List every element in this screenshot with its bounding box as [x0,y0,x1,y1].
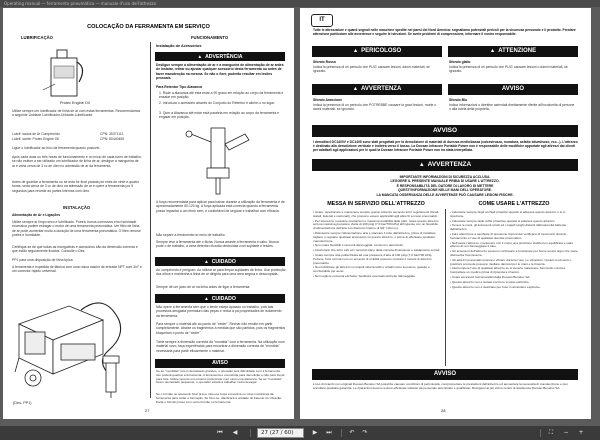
list-item: • Disinserire sempre l'alimentazione aria e staccare il tubo dall'attrezzo, prima di installare, togliere o regolare qualsiasi accessorio su questo attrezzo, o prima di effettuare qualsiasi manutenzione. [313,230,437,243]
toolbar-separator [540,429,541,437]
warning-banner-legend [312,84,442,95]
notice-banner-label: AVVISO [433,371,457,377]
warning-triangle-icon: ▲ [352,86,359,92]
force-paragraph: A força recomendada para aplicar para baixar durante a utilização da ferramenta é de aproximadamente 50-120 kg. A força aplicada está correcta quando a ferramenta possa impactar a um ritmo sem, e confortável de segurar e trabalhar com eficácia. [156,200,285,213]
toolbar-separator [341,429,342,437]
safety-line: QUESTI'INFORMAZIONE NELLE MANI DELL'OPERATORE. [398,188,492,193]
lub-paragraph-3: Após cada duas ou três horas de funcionamento e no início de cada turno de trabalho, se não estiver a ser utilizado um lubrificador de linha de ar, desligue a mangueira de ar e verta cerca de 3 cc de óleo no admissão de ar da ferramenta. [12,155,142,168]
page-number: 28 [441,408,446,413]
list-item: • Indossare sempre degli occhiali protettivi quando si adopera questo attrezzo o lo si ispeziona. [450,210,566,218]
accessories-heading: Instalação de Acessórios [156,44,202,48]
list-item: • Assicurarsi che tutti i tubi ed i raccordi siano della corretta dimensione e saldamente serrati. [313,248,441,253]
viewer-title-strip: Operating manual — ferramenta pneumática — manuale d'uso dell'attrezzo [0,0,600,7]
warning-legend-label: AVVERTENZA [361,86,402,92]
list-item: • Non togliere nessuna etichetta. Sostituire eventuali etichette danneggiate. [313,273,416,278]
drawing-caption: (Des. PP1) [13,401,32,405]
oil-label: Protec Engine Oil [60,101,90,105]
first-page-icon[interactable]: ⏮ [217,429,223,436]
warning-banner-label: ADVERTÊNCIA [205,54,243,60]
caution-banner-label: CUIDADO [211,259,236,265]
safety-line: È RESPONSABILITÀ DEL DATORE DI LAVORO DI METTERE [396,183,494,188]
list-item: • Fare attenzione a cambiare di pressione improvvise verificarsi di movimenti durante l'avviamento e l'uso di qualsiasi utensile pneumatico. [450,231,567,240]
last-page-icon[interactable]: ⏭ [326,429,332,436]
lub-cpn-1: CPN: 35371111 [100,132,124,136]
water-paragraph: Não separe a ferramenta no meio de trabalho. [156,233,226,237]
attention-banner [448,46,578,57]
list-item: • Indossare sempre delle cuffie protettive quando si adopera questo attrezzo. [450,218,556,223]
page-left [3,8,294,419]
intro-paragraph: Tutte le attrezzature e quanti segnali nelle macchine spedite nei paesi del Nord America: segnaliamo potenziali pericoli per la sicurezza personale e il prodotto. Prestare attenzione particolare alle avvertenze e seguire le istruzioni. Se avete problemi di comprensione, informare il vostro responsabile. [313,28,576,37]
language-tag: IT [311,14,333,27]
oil-can-illustration [33,44,97,102]
list-item: • Per sicurezza, massime prestazioni e massima durabilità delle parti, usare questo attrezzo ad una massima pressione d'aria di 100 psig (7,0 bar/700 kPa) all'ingresso con un flessibile di alimentazione dell'aria con diametro interno di 3/4" (19 mm). [313,218,439,231]
page-title: COLOCAÇÃO DA FERRAMENTA EM SERVIÇO [87,24,210,30]
retainer-step-2: 2. Introduza o acessório através do Conjunto do Retentor e alinhe-o no lugar. [159,101,275,105]
safety-line: IMPORTANTE INFORMAZIONI DI SICUREZZA ACCLUSA. [399,175,491,179]
inst-paragraph-4: A ferramenta é expedida de fábrica com uma rosca macho de entrada NPT com 3/4" e um conector rápido universal. [12,265,142,274]
danger-color-title: Sfondo Rosso [313,60,336,64]
usage-list [450,211,578,290]
notice-text-1b: Se o formão ou acessório ficar preso, não use força excessiva no rotas mecânicas da ferramenta para soltar a formação. Se fizer-se, danificará a unidade do batente do vibração. Parta o formão preso com outro formão ou ferramenta. [156,392,283,404]
inst-paragraph-3: PP1 para uma disposição de linha típica. [12,258,74,262]
fit-page-icon[interactable]: ⛶ [548,429,554,436]
notice-banner-1 [155,359,285,368]
installation-heading: INSTALAÇÃO [63,205,91,210]
notice-banner-3 [312,369,578,380]
lubrication-heading: LUBRIFICAÇÃO [21,35,53,40]
caution-text-2: Não opere a ferramenta sem que o tiente esteja apoiado no trabalho, pois tais processos desgasta prematuro das peças e reduz a pa propriedades de isolamento da ferramenta. [156,305,282,318]
inst-paragraph-2: Certifique-se de que todas as mangueiras e acessórios são da dimensão correcta e que estão seguramente fixados. Consulte o Des. [12,245,138,254]
safety-line: LEGGERE IL PRESENTE MANUALE PRIMA DI USARE L'ATTREZZO. [390,179,500,184]
lub-cpn-2: CPN: 80440455 [100,137,125,141]
notice-banner-label: AVISO [212,360,228,366]
attention-description: Indica la presenza di un pericolo che PUO' causare lesioni o danni materiali, se ignorato. [449,65,568,74]
page-number-field[interactable]: 27 (27 / 60) [257,428,304,438]
installation-subheading: Alimentação de Ar e Ligações [12,213,61,217]
caution-text-1b: Sempre dê um jacto de ar na linha antes de ligar a ferramenta. [156,285,251,289]
warning-banner-2 [312,159,578,171]
list-item: • Usare sempre aria pulita filtrata ad una pressione d'aria di 100 psig (7,0 bar/700 kPa). Polvere, fumi corrosivi e/o un eccesso di umidità possono rovinare il motore di attrezzo pneumatico. [313,252,433,265]
warning-triangle-icon: ▲ [489,48,496,54]
list-item: • Usare, ispezionare e mantenere sempre questo attrezzo secondo tutti i regolamenti (locali, statali, federali e nazionali), che possono essere applicabili agli attrezzi a mano pneumatici. [313,210,439,218]
list-item: • Tenere le mani, gli indumenti sciolti ed i capelli lunghi distanti dall'estremità battente dell'attrezzo. [450,223,567,232]
tool-retainer-diagram [181,124,257,196]
compressor-hose-drawing [11,280,145,398]
forward-icon[interactable]: ↷ [362,429,368,436]
viewer-toolbar [0,426,600,440]
notice-banner-legend [448,84,578,95]
warning-triangle-icon: ▲ [352,48,359,54]
list-item: • Non lubrificare gli attrezzi con liquidi infiammabili o volatili come kerosene, gasolio o combustibile per aerei. [313,265,430,274]
caution-triangle-icon: ▲ [204,296,209,301]
list-item: • Nell'usare l'attrezzo, mantenere con il corpo una posizione stabile ben equilibrata e stare attento di non danneggiare il tubo. [450,240,574,249]
retainer-step-3: 3. Quer a Alavanca até estar está paralela em relação ao corpo da ferramenta e engatar em posição. [159,111,280,120]
warning-color-title: Sfondo Arancione [313,98,343,102]
danger-banner [312,46,442,57]
column-divider [150,42,151,398]
caution-triangle-icon: ▲ [204,259,209,264]
warning-banner-1 [155,52,285,61]
danger-banner-label: PERICOLOSO [361,48,402,54]
caution-banner-label: CUIDADO [211,296,236,302]
lub-paragraph-1: Utilize sempre um lubrificador de linha de ar com estas ferramentas. Recomendamos a seguinte Unidade Lubrificador-Unidade-Lubrificador [12,109,141,118]
next-page-icon[interactable]: ▶ [312,429,318,436]
warning-banner-label: AVVERTENZA [427,161,472,168]
danger-description: Indica la presenza di un pericolo che PUO' causare lesioni, danni materiali, se ignorato. [313,65,430,74]
attention-color-title: Sfondo giallo [449,60,471,64]
list-item: • Gli accessori dell'attrezzo possono continuare a funzionare per breve tempo dopo che viene disinserita l'immissione. [450,249,578,257]
warning-triangle-icon: ▲ [197,54,203,59]
caution-banner-2 [155,294,285,303]
setup-heading: MESSA IN SERVIZIO DELL'ATTREZZO [327,201,425,207]
list-item: • Questo attrezzo non è isolato contro le scosse elettriche. [450,279,530,284]
column-divider [445,209,446,366]
page-right [300,8,591,419]
notice-banner-label: AVVISO [432,127,458,134]
intended-use-paragraph: I demolitori DC1400V e DC1405 sono stati progettati per la demolizione di materiali di durezza medio/bassa (calcestruzzo, muratura, asfalto bituminoso, ecc...). L'attrezzo è destinato alla demolizione verticale e indietra verso il basso. La Doosan Infracore Portable Power non è responsabile delle modifiche apportate agli attrezzi dai clienti per adattarli agli applicazioni per le quali la Doosan Infracore Portable Power non ha stata interpellata. [313,140,578,153]
notice-legend-label: AVVISO [501,86,525,92]
notice-description: Indica informazioni o direttive aziendali direttamente riferite all'incolumità di persone o alla tutela della proprietà. [449,103,575,112]
zoom-in-icon[interactable]: + [578,429,584,436]
safety-notice-block [312,175,578,197]
attention-banner-label: ATTENZIONE [498,48,537,54]
warning-text-1: Desligue sempre a alimentação de ar e a mangueira de alimentação de ar antes de instalar, retirar ou ajustar qualquer acessório desta ferramenta ou antes de fazer manutenção na mesma. Se não o fizer, poderão resultar em lesões pessoais. [156,63,284,80]
water-paragraph-2: Sempre leve a ferramenta até o fiicha. Nunca arraste a ferramenta ir cabo. Nunca pode o de trabalho, a cima deterioro ficarão obstruídas com sujidade e lesões. [156,240,279,249]
list-item: • Interrompere l'uso di qualsiasi attrezzo se si avverte malessere, formicolio o dolore. Interpellare un medico prima di riprendere il lavoro. [450,266,567,275]
lub-line-2: Lubrif. sante: Protec Engine Oil [12,137,59,141]
retainer-step-1: 1. Rode a alavanca até esta estar a 90 graus em relação ao corpo da ferramenta e ensaiar em posição. [159,91,284,100]
safety-line: LA MANCATA OSSERVANZA DELLE AVVERTENZE PUÒ CAUSARE LESIONI FISICHE. [376,192,514,197]
list-item: • Questo attrezzo non è destinato per l'uso in atmosfere esplosive. [450,284,541,289]
retainer-heading: Para Retentor Tipo Alavanca [156,85,202,89]
list-item: • Non usare flessibili o raccordi danneggiati, consunti o deteriorati. [313,243,404,248]
operation-paragraph-1: Para sempre o material até ao ponto de "ceder". Rechar não recuite em partir completamente. Abaixe os fragmentos à medida que são partidos, pois os fragmentos bloqueiam o ponto de "ceder". [156,322,286,335]
notice-color-title: Sfondo Blu [449,98,468,102]
caution-banner-1 [155,257,285,266]
list-item: • Gli attrezzi pneumatici possono vibrare durante l'uso. Le vibrazioni, ripetuti movimenti o posizioni scomode possono risultare dannosi per le mani e le braccia. [450,257,572,266]
back-icon[interactable]: ↶ [349,429,355,436]
setup-list [313,211,441,280]
operation-paragraph-2: Tome sempre a dimensão correcta da "mordida" com a ferramenta. Na utilização num material novo, faça experiências para encontrar a dimensão correcta de "mordida" necessária para partir eficazmente o material. [156,340,285,353]
prev-page-icon[interactable]: ◀ [232,429,238,436]
list-item: • Usare accessori raccomandati dalla Doosan Benelux SA. [450,274,531,279]
operation-heading: FUNCIONAMENTO [191,35,229,40]
inst-paragraph-1: Utilize sempre ar limpo seco e lubrificado. Poeira, fumos corrosivos e/ou humidade excessiva podem estragar o motor de uma ferramenta pneumática. Um filtro de linha de ar pode aumentar muito a duração de uma ferramenta pneumática. O filtro remove poeira e humidade. [12,220,141,237]
lub-paragraph-4: Antes de guardar a ferramenta ou se esta for ficar parada por mais de vinte-e-quatro horas, verta cerca de 3 cc de óleo na admissão de ar e opere a ferramenta por 5 segundos para revestir as partes internas com óleo. [12,180,140,193]
usage-heading: COME USARE L'ATTREZZO [478,201,550,207]
warning-triangle-icon: ▲ [418,162,425,168]
notice-banner-2 [312,125,578,137]
parts-notice-paragraph: L'uso di ricambi non originali Doosan Benelux SA potrebbe causare condizioni di pericolosità, compromettere le prestazioni dell'attrezzo ed aumentare la necessità di manutenzione e può annullare qualsiasi garanzia. Le riparazioni devono essere effettuate soltanto da personale autorizzato e qualificato. Rivolgersi al più vicino centro di assistenza Doosan Benelux SA. [313,382,568,390]
warning-description: Indica la presenza di un pericolo che POTREBBE causare la gravi lesioni, morte o danni materiali, se ignorato. [313,103,437,112]
page-number: 27 [145,408,150,413]
toolbar-separator [250,429,251,437]
zoom-out-icon[interactable]: − [563,429,569,436]
caution-text-1: Ao comprimido e perigoso. Ao utilizar ar para limpar sujidades de linha. Use protecção dos olhos e mantenha a linha de ar dirigida para uma área segura e desocupada. [156,268,286,277]
notice-text-1: Se as "mordidas" forem demasiado grandes, o operador terá dificuldade com a ferramenta. Isto poderá quebrar a ferramenta. A ferramenta é concebida para demolição e não para forçar para fora. Utilize sempre uns pícaros para forçar num caso uma alavanca. Se as "mordidas" forem demasiado pequenas, o operador estará a trabalhar muito devagar. [156,369,285,385]
lub-paragraph-2: Ligue o lubrificador ao bico da ferramenta quanto possível. [12,146,101,150]
lub-line-1: Lubrif. sados de Ar Comprimido: [12,132,61,136]
